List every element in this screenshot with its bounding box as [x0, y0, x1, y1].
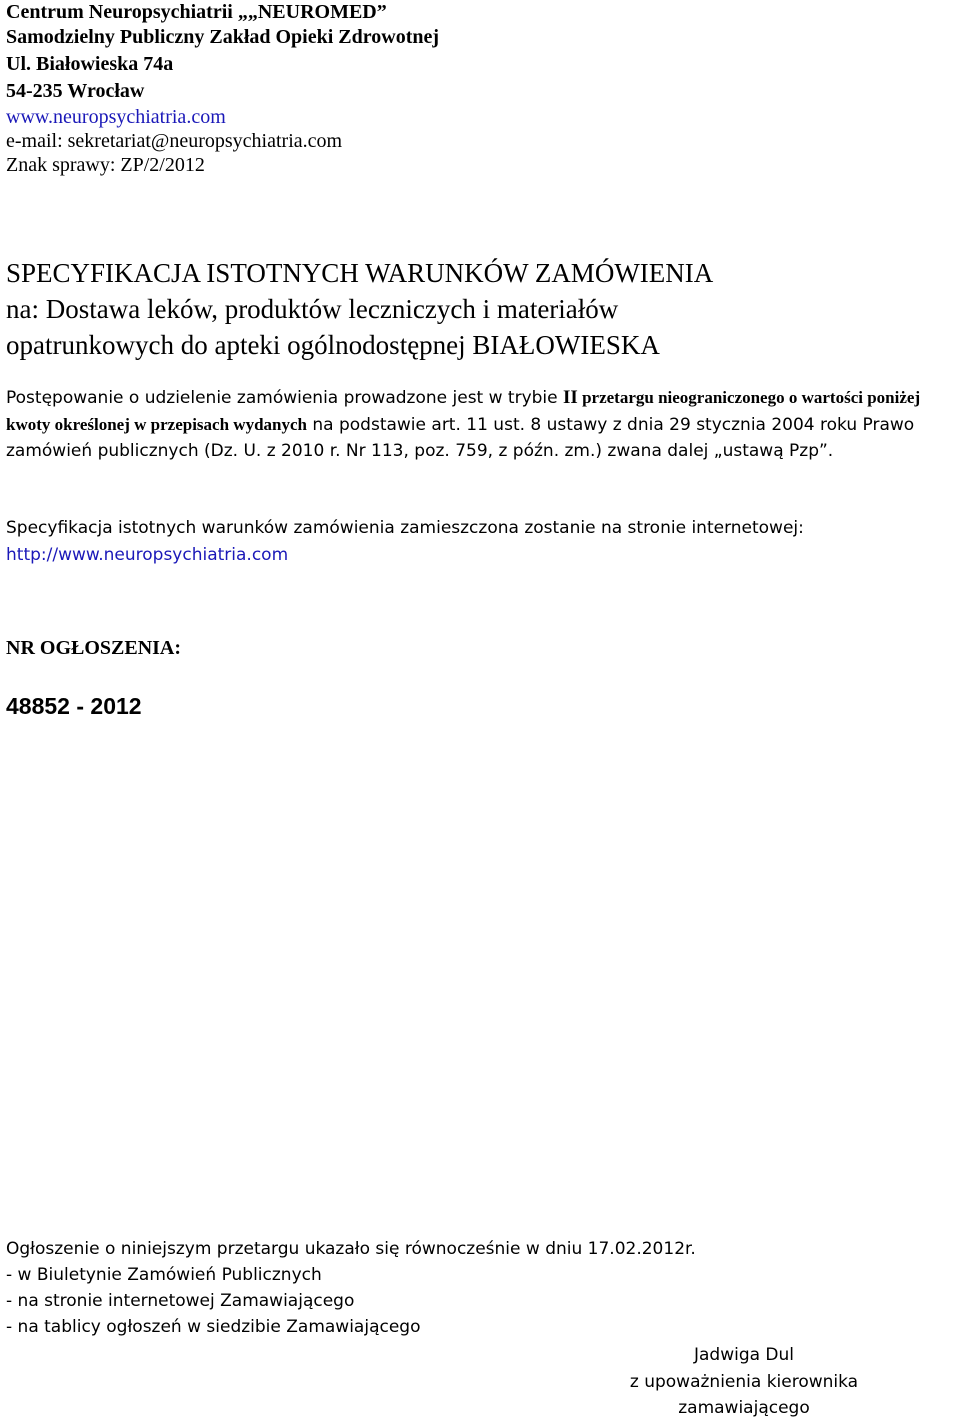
publication-intro: Ogłoszenie o niniejszym przetargu ukazało się równocześnie w dniu 17.02.2012r.	[6, 1239, 696, 1259]
case-number: Znak sprawy: ZP/2/2012	[6, 154, 205, 176]
signatory-role-1: z upoważnienia kierownika	[629, 1371, 859, 1392]
spec-notice	[6, 515, 951, 568]
procedure-mode: II	[563, 387, 578, 408]
publication-item: - na stronie internetowej Zamawiającego	[6, 1291, 355, 1311]
org-type: Samodzielny Publiczny Zakład Opieki Zdrowotnej	[6, 26, 440, 48]
procedure-part-1: Postępowanie o udzielenie zamówienia prowadzone jest w trybie	[6, 388, 564, 408]
signatory-name: Jadwiga Dul	[693, 1345, 795, 1365]
header-block	[6, 0, 946, 177]
announcement-number-label: NR OGŁOSZENIA:	[6, 637, 182, 659]
title-line-1: SPECYFIKACJA ISTOTNYCH WARUNKÓW ZAMÓWIENIA	[6, 258, 714, 288]
title-line-2: na: Dostawa leków, produktów leczniczych i materiałów	[6, 294, 619, 324]
signatory-role-2: zamawiającego	[678, 1398, 810, 1418]
publication-item: - na tablicy ogłoszeń w siedzibie Zamawiającego	[6, 1317, 421, 1337]
email-line: e-mail: sekretariat@neuropsychiatria.com	[6, 130, 343, 152]
org-name: Centrum Neuropsychiatrii „„NEUROMED”	[6, 1, 387, 23]
spec-notice-url[interactable]: http://www.neuropsychiatria.com	[6, 544, 289, 565]
publication-item: - w Biuletynie Zamówień Publicznych	[6, 1265, 322, 1285]
procedure-paragraph	[6, 385, 951, 465]
publication-block	[6, 1236, 951, 1340]
spec-notice-text: Specyfikacja istotnych warunków zamówienia zamieszczona zostanie na stronie internetowej:	[6, 518, 804, 538]
announcement-number-value: 48852 - 2012	[6, 693, 142, 719]
website-link[interactable]: www.neuropsychiatria.com	[6, 106, 226, 128]
street-address: Ul. Białowieska 74a	[6, 53, 174, 75]
city-address: 54-235 Wrocław	[6, 80, 145, 102]
title-line-3: opatrunkowych do apteki ogólnodostępnej BIAŁOWIESKA	[6, 330, 660, 360]
document-title	[6, 255, 946, 363]
signature-block	[594, 1342, 894, 1422]
procedure-part-4: na podstawie art. 11 ust. 8 ustawy z dnia 29 stycznia 2004 roku Prawo zamówień publicznych (Dz. U. z 2010 r. Nr 113, poz. 759, z późn. zm.) zwana dalej „ustawą Pzp”.	[6, 414, 915, 461]
procedure-part-3: przetargu nieograniczonego o wartości poniżej kwoty określonej w przepisach wydanych	[6, 388, 921, 434]
